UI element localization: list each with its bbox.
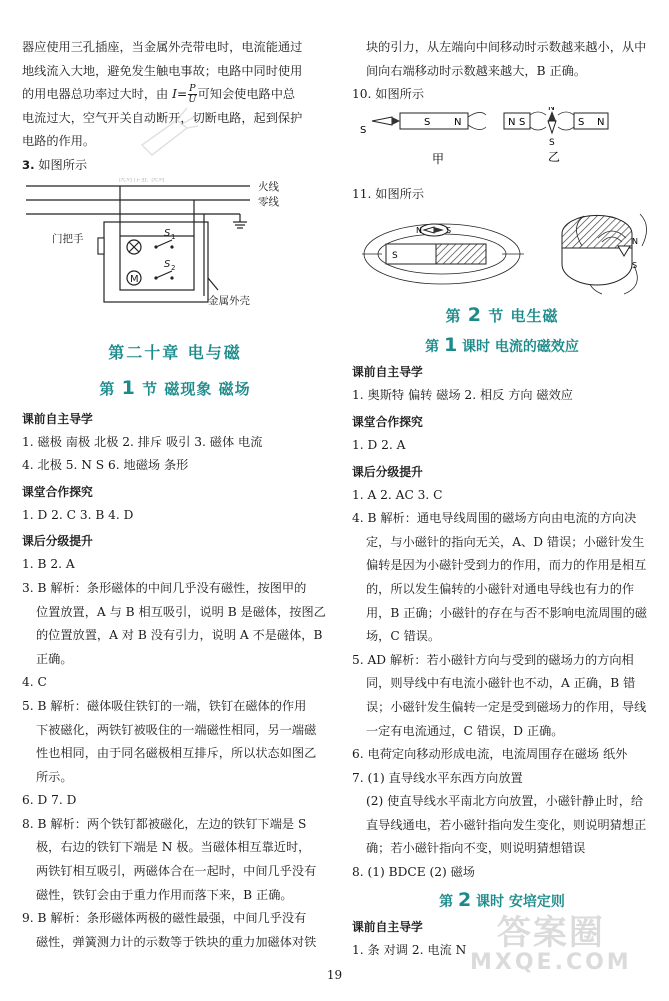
answer-line: 6. 电荷定向移动形成电流，电流周围存在磁场 纸外: [352, 747, 628, 762]
question-number: 3.: [22, 157, 35, 172]
answer-line: 4. B 解析：通电导线周围的磁场方向由电流的方向决: [352, 511, 637, 526]
text-span: 可知会使电路中总: [197, 87, 296, 102]
chapter-title: 第二十章 电与磁: [108, 342, 242, 362]
answer-line: 1. 磁极 南极 北极 2. 排斥 吸引 3. 磁体 电流: [22, 434, 263, 449]
lesson-prefix: 第: [439, 893, 454, 910]
answer-line: 8. (1) BDCE (2) 磁场: [352, 865, 475, 880]
fraction-denominator: U: [188, 94, 197, 106]
answer-line: 所示。: [36, 769, 73, 784]
subsection-heading: 课堂合作探究: [22, 484, 93, 499]
answer-line: 1. D 2. C 3. B 4. D: [22, 507, 134, 522]
answer-line: 正确。: [36, 651, 73, 666]
fig10-label-s3: S: [519, 116, 526, 128]
watermark-url: MXQE.COM: [470, 950, 632, 975]
fig11-label-n2: N: [632, 237, 638, 247]
lesson-name: 课时 电流的磁效应: [462, 339, 579, 356]
answer-line: 直导线通电，若小磁针指向发生变化，则说明猜想正: [366, 817, 647, 832]
lesson-title: [352, 334, 652, 356]
text-span: 的用电器总功率过大时，由: [22, 87, 169, 102]
text-line: 地线流入大地，避免发生触电事故；电路中同时使用: [22, 63, 303, 78]
answer-line: 磁性，铁钉会由于重力作用而落下来，B 正确。: [36, 887, 293, 902]
section-number: 2: [467, 304, 482, 327]
section-prefix: 第: [99, 379, 116, 398]
fig10-label-n4: N: [548, 106, 555, 113]
fig11-label-s3: S: [632, 261, 638, 271]
answer-line: 同，则导线中有电流小磁针也不动，A 正确，B 错: [366, 676, 636, 691]
answer-line: 6. D 7. D: [22, 793, 77, 808]
answer-line: 的位置放置，A 对 B 没有引力，说明 A 不是磁体，B: [36, 628, 323, 643]
answer-line: 间向右端移动时示数越来越大，B 正确。: [366, 63, 587, 78]
answer-line: 1. A 2. AC 3. C: [352, 487, 443, 502]
answer-line: 9. B 解析：条形磁体两极的磁性最强，中间几乎没有: [22, 911, 307, 926]
answer-line: 3. B 解析：条形磁体的中间几乎没有磁性，按图甲的: [22, 580, 307, 595]
fig10-label-yi: 乙: [548, 149, 561, 164]
subsection-heading: 课后分级提升: [352, 464, 423, 479]
answer-line: 1. 奥斯特 偏转 磁场 2. 相反 方向 磁效应: [352, 388, 573, 403]
answer-line: 偏转是因为小磁针受到力的作用，而力的作用是相互: [366, 558, 647, 573]
answer-line: 下被磁化，两铁钉被吸住的一端磁性相同，另一端磁: [36, 722, 317, 737]
fig11-label-s: S: [392, 251, 398, 262]
label-door-handle: 门把手: [52, 232, 84, 245]
section-number: 1: [121, 376, 136, 399]
fraction-numerator: P: [189, 83, 196, 95]
text-line: 电路的作用。: [22, 134, 96, 149]
answer-line: 一定有电流通过，C 错误，D 正确。: [366, 723, 564, 738]
answer-line: 两铁钉相互吸引，两磁体合在一起时，中间几乎没有: [36, 864, 317, 879]
watermark-logo: [470, 905, 632, 975]
section-name: 节 磁现象 磁场: [142, 379, 251, 398]
answer-line: 5. AD 解析：若小磁针方向与受到的磁场力的方向相: [352, 652, 634, 667]
fig10-label-jia: 甲: [432, 151, 445, 166]
answer-line: 误；小磁针发生偏转一定是受到磁场力的作用，导线: [366, 699, 647, 714]
label-s1-sub: 1: [171, 232, 176, 241]
answer-line: 块的引力，从左端向中间移动时示数越来越小，从中: [366, 40, 647, 54]
answer-line: 1. 条 对调 2. 电流 N: [352, 942, 467, 957]
section-name: 节 电生磁: [488, 307, 559, 326]
fig11-label-n: N: [416, 226, 422, 236]
label-s2-sub: 2: [171, 263, 176, 272]
subsection-heading: 课前自主导学: [22, 411, 93, 426]
fig10-label-s2: S: [424, 116, 431, 128]
answer-line: 定，与小磁针的指向无关，A、D 错误；小磁针发生: [366, 534, 645, 549]
figure-10-compass-magnets: [352, 107, 652, 179]
section-title: [22, 377, 328, 399]
lesson-number: 2: [457, 888, 472, 911]
question-text: 如图所示: [38, 157, 88, 172]
answer-line: 极，右边的铁钉下端是 N 极。当磁体相互靠近时，: [36, 840, 311, 855]
fig10-label-s5: S: [549, 137, 555, 148]
answer-line: 7. (1) 直导线水平东西方向放置: [352, 770, 523, 785]
section-title: [352, 304, 652, 326]
left-column: [22, 36, 328, 954]
answer-line: 4. C: [22, 675, 47, 690]
label-s2: S: [164, 258, 171, 270]
fig11-label-s2: S: [446, 226, 452, 236]
subsection-heading: 课堂合作探究: [352, 414, 423, 429]
text-line: 电流过大，空气开关自动断开，切断电路，起到保护: [22, 110, 303, 125]
answer-line: 8. B 解析：两个铁钉都被磁化，左边的铁钉下端是 S: [22, 816, 307, 831]
lesson-name: 课时 安培定则: [476, 893, 565, 910]
fig10-label-s: S: [360, 124, 367, 136]
answer-line: 确；若小磁针指向不变，则说明猜想错误: [366, 841, 586, 856]
watermark-carrot-icon: [132, 100, 212, 160]
fig10-label-n2: N: [508, 116, 516, 128]
question-11: 11. 如图所示: [352, 186, 425, 201]
section-prefix: 第: [445, 307, 462, 326]
subsection-heading: 课后分级提升: [22, 534, 93, 549]
answer-line: 1. D 2. A: [352, 437, 406, 452]
answer-line: 用，B 正确；小磁针的存在与否不影响电流周围的磁: [366, 605, 647, 620]
answer-line: 4. 北极 5. N S 6. 地磁场 条形: [22, 458, 189, 473]
formula-var: I: [172, 87, 177, 102]
lesson-number: 1: [443, 334, 458, 357]
label-motor: M: [130, 273, 139, 285]
answer-line: 的，所以发生偏转的小磁针对通电导线也有力的作: [366, 581, 635, 596]
label-s1: S: [164, 227, 171, 239]
answer-line: 磁性，弹簧测力计的示数等于铁块的重力加磁体对铁: [36, 934, 317, 949]
answer-line: 位置放置，A 与 B 相互吸引，说明 B 是磁体，按图乙: [36, 604, 326, 619]
subsection-heading: 课前自主导学: [352, 365, 423, 380]
answer-line: 性也相同，由于同名磁极相互排斥，所以状态如图乙: [36, 746, 317, 761]
circuit-diagram: [22, 178, 328, 320]
answer-line: 场，C 错误。: [366, 629, 441, 644]
watermark-logo-text: 答案圈: [496, 913, 605, 953]
label-live-wire: 火线: [258, 180, 279, 193]
figure-11-magnetic-field: [352, 206, 652, 298]
question-10: 10. 如图所示: [352, 87, 425, 102]
page-number: 19: [326, 968, 343, 982]
label-metal-shell: 金属外壳: [208, 294, 250, 307]
label-neutral-wire: 零线: [258, 195, 279, 208]
fig10-label-s4: S: [578, 116, 585, 128]
lesson-prefix: 第: [425, 339, 440, 356]
fig10-label-n: N: [454, 116, 462, 128]
formula-eq: =: [176, 87, 188, 102]
answer-line: 5. B 解析：磁体吸住铁钉的一端，铁钉在磁体的作用: [22, 698, 307, 713]
text-line: 器应使用三孔插座，当金属外壳带电时，电流能通过: [22, 40, 303, 54]
right-column: [352, 36, 652, 962]
fig10-label-n3: N: [597, 116, 605, 128]
circuit-figure: [22, 178, 328, 320]
answer-line: 1. B 2. A: [22, 557, 75, 572]
watermark-text: 快对作业 快对: [118, 177, 166, 183]
subsection-heading: 课前自主导学: [352, 919, 423, 934]
answer-line: (2) 使直导线水平南北方向放置，小磁针静止时，给: [366, 794, 644, 809]
